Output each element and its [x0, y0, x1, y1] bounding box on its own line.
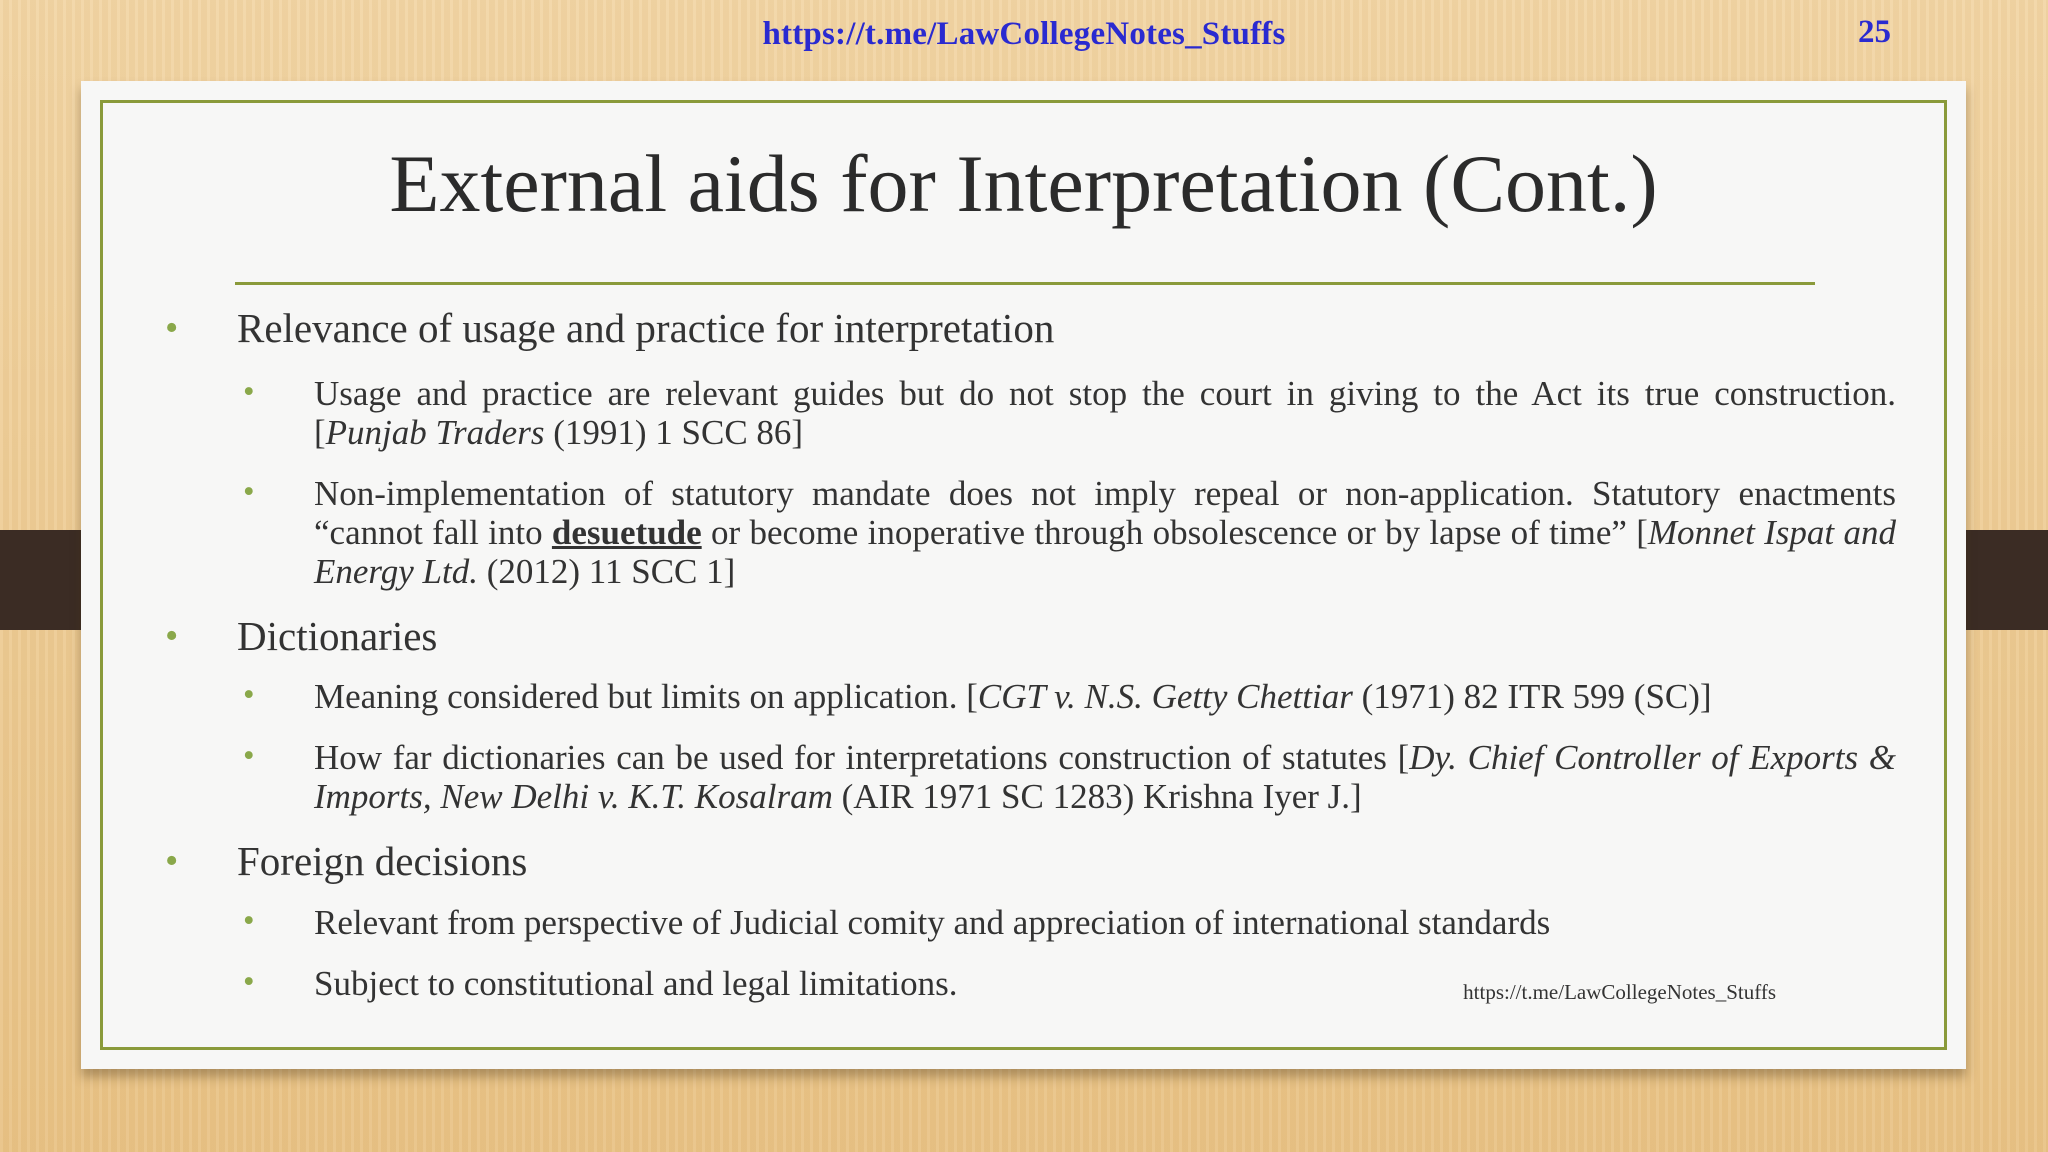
item-text-cont: or become inoperative through obsolescence or by lapse of time” [ [701, 513, 1648, 552]
case-name: Monnet Ispat and Energy Ltd. [314, 513, 1896, 591]
section-heading: Relevance of usage and practice for interpretation [237, 305, 1055, 351]
bullet-icon: • [165, 840, 179, 882]
sub-bullet-usage-guides [161, 374, 1896, 452]
sub-bullet-judicial-comity [161, 903, 1896, 942]
citation: (1991) 1 SCC 86] [544, 413, 804, 452]
bullet-dictionaries [161, 612, 1896, 660]
emphasis-term: desuetude [551, 513, 702, 552]
sub-bullet-non-implementation [161, 474, 1896, 591]
bullet-icon: • [165, 615, 179, 657]
sub-bullet-how-far-dictionaries [161, 738, 1896, 816]
citation: (AIR 1971 SC 1283) Krishna Iyer J.] [832, 777, 1362, 816]
page-number: 25 [1858, 14, 1891, 50]
sub-bullet-meaning-considered [161, 677, 1896, 716]
bullet-usage-practice [161, 304, 1896, 352]
header-link[interactable]: https://t.me/LawCollegeNotes_Stuffs [762, 16, 1286, 52]
bullet-icon: • [243, 738, 255, 774]
item-text: Meaning considered but limits on application. [ [314, 677, 978, 716]
footer-link[interactable]: https://t.me/LawCollegeNotes_Stuffs [1463, 980, 1776, 1004]
item-text: Non-implementation of statutory mandate does not imply repeal or non-application. Statutory enactments “cannot fall into [314, 474, 1896, 552]
citation: (2012) 11 SCC 1] [477, 552, 736, 591]
slide-title: External aids for Interpretation (Cont.) [389, 138, 1658, 229]
case-name: Dy. Chief Controller of Exports & Imports, New Delhi v. K.T. Kosalram [314, 738, 1896, 816]
bullet-icon: • [243, 677, 255, 713]
item-text: How far dictionaries can be used for interpretations construction of statutes [ [314, 738, 1410, 777]
bullet-icon: • [243, 964, 255, 1000]
bullet-icon: • [243, 903, 255, 939]
bullet-icon: • [243, 474, 255, 510]
citation: (1971) 82 ITR 599 (SC)] [1352, 677, 1712, 716]
slide-content [161, 298, 1896, 1003]
section-heading: Dictionaries [237, 613, 438, 659]
section-heading: Foreign decisions [237, 838, 528, 884]
item-text: Subject to constitutional and legal limitations. [314, 964, 958, 1003]
title-divider [235, 282, 1815, 285]
bullet-foreign-decisions [161, 837, 1896, 885]
item-text: Usage and practice are relevant guides but do not stop the court in giving to the Act its true construction. [ [314, 374, 1896, 452]
item-text: Relevant from perspective of Judicial comity and appreciation of international standards [314, 903, 1551, 942]
bullet-icon: • [165, 307, 179, 349]
bullet-icon: • [243, 374, 255, 410]
slide-card [81, 81, 1966, 1069]
case-name: Punjab Traders [325, 413, 545, 452]
case-name: CGT v. N.S. Getty Chettiar [977, 677, 1353, 716]
